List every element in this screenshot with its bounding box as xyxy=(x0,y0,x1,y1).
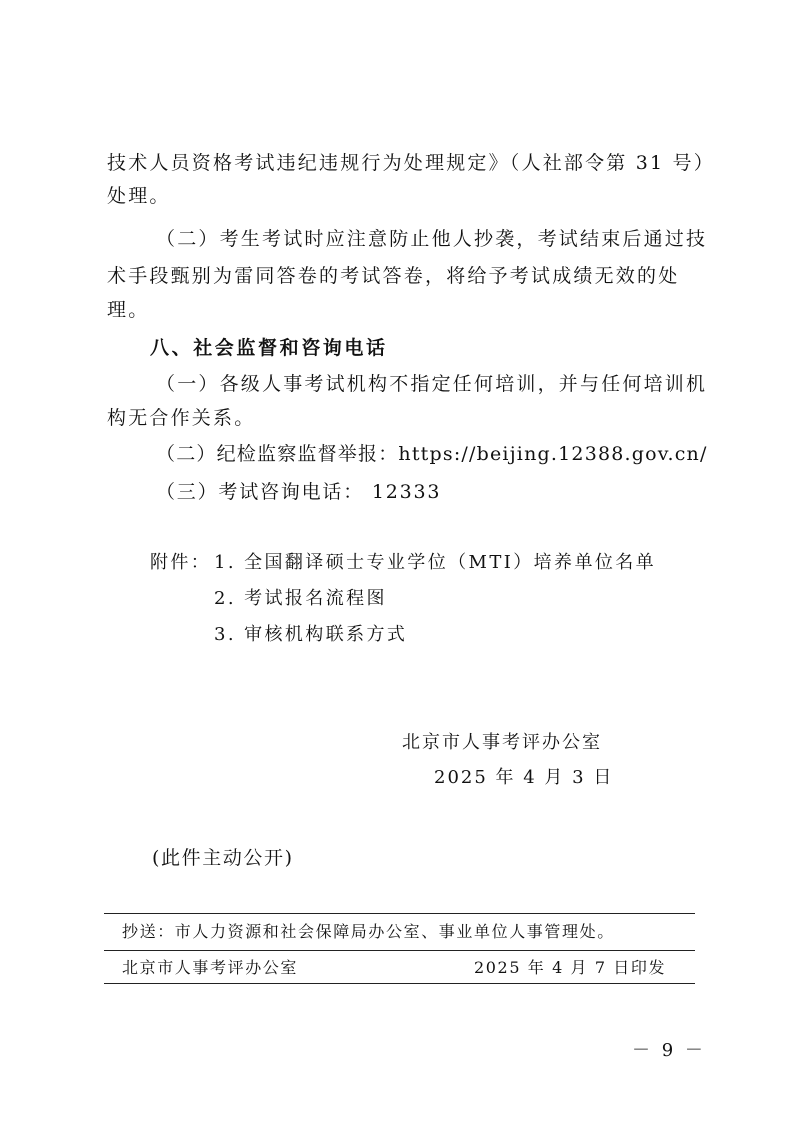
hotline-line: （三）考试咨询电话： 12333 xyxy=(156,481,442,503)
footer-rule-bottom xyxy=(104,983,695,984)
signature-org: 北京市人事考评办公室 xyxy=(402,732,602,753)
attachments-label: 附件： xyxy=(150,552,212,573)
paragraph-line: 理。 xyxy=(107,299,150,321)
paragraph-line: 术手段甄别为雷同答卷的考试答卷，将给予考试成绩无效的处 xyxy=(107,265,680,287)
disclosure-note: (此件主动公开) xyxy=(152,847,294,869)
report-url-line: （二）纪检监察监督举报：https://beijing.12388.gov.cn/ xyxy=(156,443,708,465)
paragraph-line: 处理。 xyxy=(107,185,171,207)
page-number: － 9 － xyxy=(632,1040,706,1061)
paragraph-line: （一）各级人事考试机构不指定任何培训，并与任何培训机 xyxy=(156,373,708,395)
issuer-name: 北京市人事考评办公室 xyxy=(122,958,299,977)
attachment-item: 2. 考试报名流程图 xyxy=(214,588,387,609)
attachment-item: 1. 全国翻译硕士专业学位（MTI）培养单位名单 xyxy=(214,552,657,573)
issue-date: 2025 年 4 月 7 日印发 xyxy=(474,958,667,977)
signature-date: 2025 年 4 月 3 日 xyxy=(434,767,614,788)
attachment-item: 3. 审核机构联系方式 xyxy=(214,624,408,645)
footer-rule-top xyxy=(104,913,695,914)
footer-rule-middle xyxy=(104,950,695,951)
paragraph-line: 构无合作关系。 xyxy=(107,407,256,429)
cc-line: 抄送：市人力资源和社会保障局办公室、事业单位人事管理处。 xyxy=(122,922,615,941)
paragraph-line: （二）考生考试时应注意防止他人抄袭，考试结束后通过技 xyxy=(156,228,708,250)
section-heading: 八、社会监督和咨询电话 xyxy=(150,337,388,359)
paragraph-line: 技术人员资格考试违纪违规行为处理规定》（人社部令第 31 号） xyxy=(107,152,715,174)
